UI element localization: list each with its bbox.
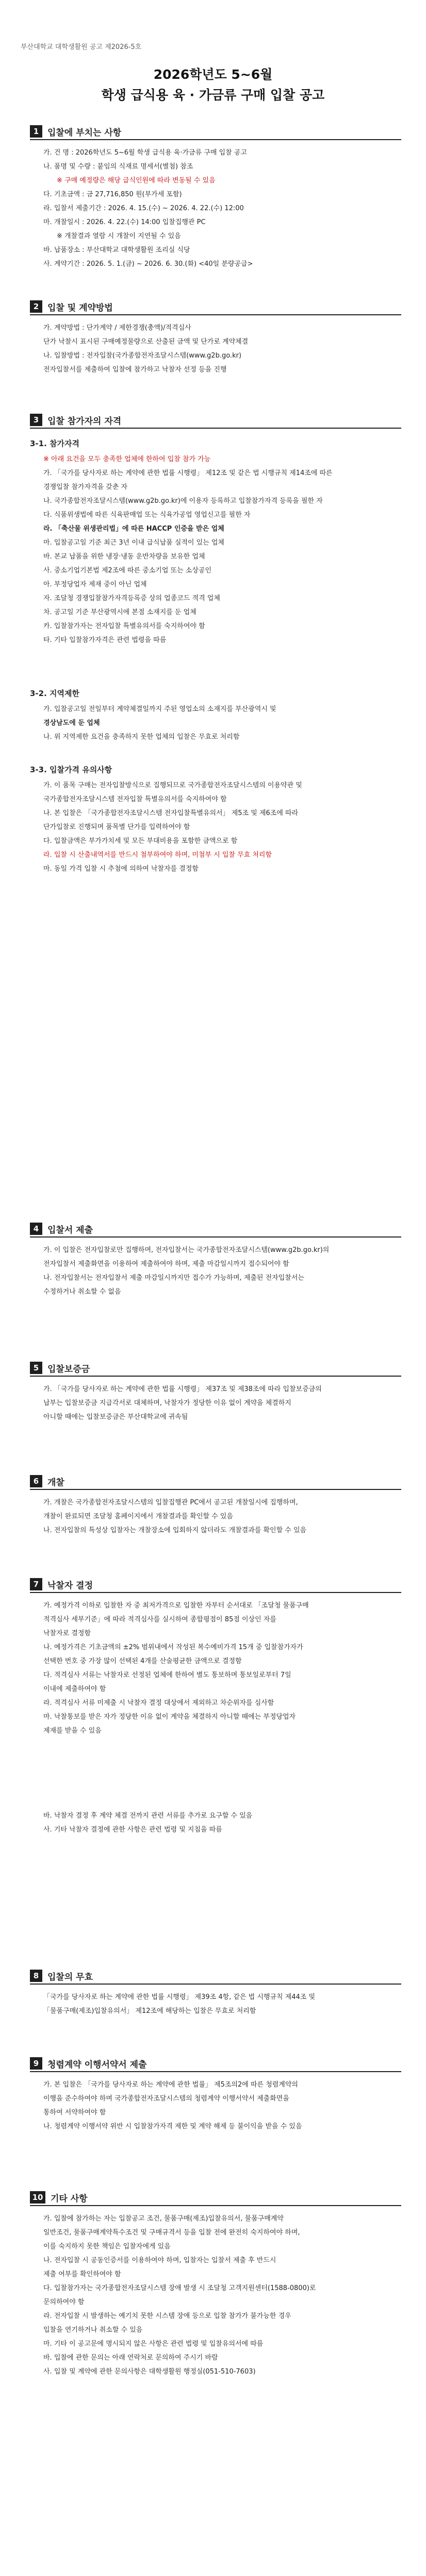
section-2 [30, 299, 401, 377]
s6-line: 나. 전자입찰의 특성상 입찰자는 개찰장소에 입회하지 않더라도 개찰결과를 확인할 수 있음 [43, 1527, 307, 1534]
section-8-heading [30, 1968, 401, 1985]
s2-line: 단가 낙찰시 표시된 구매예정물량으로 산출된 금액 및 단가로 계약체결 [43, 338, 249, 346]
s1-line: 다. 기초금액 : 금 27,716,850 원(부가세 포함) [43, 191, 182, 198]
section-10 [30, 2190, 401, 2379]
s1-line: 가. 건 명 : 2026학년도 5~6월 학생 급식용 육·가금류 구매 입찰 공고 [43, 149, 247, 157]
s3-1-line: 경쟁입찰 참가자격을 갖춘 자 [43, 483, 128, 491]
s3-3-line: 단가입찰로 진행되며 품목별 단가를 입력하여야 함 [43, 823, 190, 831]
s7-line: 적격심사 세부기준」에 따라 적격심사를 실시하여 종합평점이 85점 이상인 자를 [43, 1616, 276, 1623]
s1-line: 사. 계약기간 : 2026. 5. 1.(금) ~ 2026. 6. 30.(화) <40일 분량공급> [43, 260, 253, 268]
s3-1-line: 라. 「축산물 위생관리법」에 따른 HACCP 인증을 받은 업체 [43, 525, 224, 533]
section-4-heading [30, 1221, 401, 1238]
notice-title [0, 64, 426, 106]
section-10-heading [30, 2190, 401, 2206]
s10-line: 가. 입찰에 참가하는 자는 입찰공고 조건, 물품구매(제조)입찰유의서, 물품구매계약 [43, 2215, 284, 2223]
s10-line: 라. 전자입찰 시 발생하는 예기치 못한 시스템 장애 등으로 입찰 참가가 불가능한 경우 [43, 2312, 291, 2320]
section-1 [30, 124, 401, 272]
section-3-number: 3 [30, 414, 42, 426]
s3-3-line: 나. 본 입찰은 「국가종합전자조달시스템 전자입찰특별유의서」 제5조 및 제6조에 따라 [43, 809, 299, 817]
title-line-1: 2026학년도 5~6월 [153, 67, 273, 82]
section-3-heading [30, 412, 401, 429]
s2-line: 가. 계약방법 : 단가계약 / 제한경쟁(총액)/적격심사 [43, 324, 191, 332]
section-10-title: 기타 사항 [51, 2193, 88, 2204]
s4-line: 나. 전자입찰서는 전자입찰서 제출 마감일시까지만 접수가 가능하며, 제출된 전자입찰서는 [43, 1274, 304, 1282]
section-8 [30, 1968, 401, 2019]
s3-1-line: 가. 「국가를 당사자로 하는 계약에 관한 법률 시행령」 제12조 및 같은 법 시행규칙 제14조에 따른 [43, 469, 333, 477]
section-4 [30, 1221, 401, 1299]
section-3 [30, 412, 401, 876]
section-3-title: 입찰 참가자의 자격 [47, 416, 122, 427]
s3-2-line: 가. 입찰공고일 전일부터 계약체결일까지 주된 영업소의 소재지를 부산광역시 및 [43, 705, 276, 713]
s9-line: 가. 본 입찰은 「국가를 당사자로 하는 계약에 관한 법률」 제5조의2에 따른 청렴계약의 [43, 2081, 298, 2089]
s3-3-line: 라. 입찰 시 산출내역서를 반드시 첨부하여야 하며, 미첨부 시 입찰 무효 처리함 [43, 851, 272, 859]
section-9-heading [30, 2056, 401, 2072]
section-7-heading [30, 1577, 401, 1593]
s1-line: 마. 개찰일시 : 2026. 4. 22.(수) 14:00 입찰집행관 PC [43, 218, 206, 226]
section-8-number: 8 [30, 1970, 42, 1982]
s7-line: 바. 낙찰자 결정 후 계약 체결 전까지 관련 서류를 추가로 요구할 수 있음 [43, 1812, 253, 1820]
s7-line: 선택한 번호 중 가장 많이 선택된 4개를 산술평균한 금액으로 결정함 [43, 1657, 242, 1665]
s1-line: 바. 납품장소 : 부산대학교 대학생활원 조리실 식당 [43, 246, 190, 254]
s7-line: 제재를 받을 수 있음 [43, 1727, 102, 1735]
s5-line: 가. 「국가를 당사자로 하는 계약에 관한 법률 시행령」 제37조 및 제38조에 따라 입찰보증금의 [43, 1385, 322, 1393]
s2-line: 나. 입찰방법 : 전자입찰(국가종합전자조달시스템(www.g2b.go.kr) [43, 352, 242, 360]
section-1-heading [30, 124, 401, 140]
section-5-number: 5 [30, 1362, 42, 1374]
section-5-heading [30, 1360, 401, 1377]
section-6 [30, 1473, 401, 1538]
s10-line: 일반조건, 물품구매계약특수조건 및 구매규격서 등을 입찰 전에 완전히 숙지하여야 하며, [43, 2229, 300, 2236]
s6-line: 개찰이 완료되면 조달청 홈페이지에서 개찰결과를 확인할 수 있음 [43, 1513, 233, 1520]
s3-1-line: 사. 중소기업기본법 제2조에 따른 중소기업 또는 소상공인 [43, 567, 212, 574]
s3-2-line: 나. 위 지역제한 요건을 충족하지 못한 업체의 입찰은 무효로 처리함 [43, 733, 240, 741]
section-9 [30, 2056, 401, 2134]
s8-line: 「물품구매(제조)입찰유의서」 제12조에 해당하는 입찰은 무효로 처리함 [43, 2007, 256, 2015]
s7-line: 다. 적격심사 서류는 낙찰자로 선정된 업체에 한하여 별도 통보하며 통보일로부터 7일 [43, 1671, 291, 1679]
section-3-1-heading: 3-1. 참가자격 [30, 439, 79, 448]
s10-line: 마. 기타 이 공고문에 명시되지 않은 사항은 관련 법령 및 입찰유의서에 따름 [43, 2340, 264, 2348]
s3-3-line: 국가종합전자조달시스템 전자입찰 특별유의서를 숙지하여야 함 [43, 795, 227, 803]
s7-line: 나. 예정가격은 기초금액의 ±2% 범위내에서 작성된 복수예비가격 15개 중 입찰참가자가 [43, 1643, 303, 1651]
s3-3-line: 다. 입찰금액은 부가가치세 및 모든 부대비용을 포함한 금액으로 함 [43, 837, 238, 845]
s7-line: 사. 기타 낙찰자 결정에 관한 사항은 관련 법령 및 지침을 따름 [43, 1826, 222, 1834]
s10-line: 다. 입찰참가자는 국가종합전자조달시스템 장애 발생 시 조달청 고객지원센터(1588-0800)로 [43, 2284, 316, 2292]
s3-3-line: 가. 이 품목 구매는 전자입찰방식으로 집행되므로 국가종합전자조달시스템의 이용약관 및 [43, 782, 302, 789]
s3-1-line: 타. 기타 입찰참가자격은 관련 법령을 따름 [43, 636, 167, 644]
s9-line: 통하여 서약하여야 함 [43, 2109, 106, 2116]
s1-line: ※ 개찰결과 열람 시 개찰이 지연될 수 있음 [57, 232, 181, 240]
s7-line: 가. 예정가격 이하로 입찰한 자 중 최저가격으로 입찰한 자부터 순서대로 「조달청 물품구매 [43, 1602, 309, 1609]
s3-1-line: 아. 부정당업자 제재 중이 아닌 업체 [43, 581, 147, 588]
s4-line: 수정하거나 취소할 수 없음 [43, 1288, 121, 1296]
s3-1-line: 카. 입찰참가자는 전자입찰 특별유의서를 숙지하여야 함 [43, 622, 205, 630]
s5-line: 납부는 입찰보증금 지급각서로 대체하며, 낙찰자가 정당한 이유 없이 계약을 체결하지 [43, 1399, 291, 1407]
title-line-2: 학생 급식용 육 · 가금류 구매 입찰 공고 [101, 88, 325, 103]
section-4-title: 입찰서 제출 [47, 1225, 93, 1235]
s3-1-line: 다. 식품위생법에 따른 식육판매업 또는 식육가공업 영업신고를 필한 자 [43, 511, 251, 519]
section-10-number: 10 [30, 2191, 45, 2204]
s4-line: 전자입찰서 제출화면을 이용하여 제출하여야 하며, 제출 마감일시까지 접수되어야 함 [43, 1260, 289, 1268]
s1-line: ※ 구매 예정량은 해당 급식인원에 따라 변동될 수 있음 [57, 177, 216, 184]
s10-line: 바. 입찰에 관한 문의는 아래 연락처로 문의하여 주시기 바람 [43, 2354, 218, 2362]
s7-line: 마. 낙찰통보를 받은 자가 정당한 이유 없이 계약을 체결하지 아니할 때에는 부정당업자 [43, 1713, 296, 1721]
s9-line: 나. 청렴계약 이행서약 위반 시 입찰참가자격 제한 및 계약 해제 등 불이익을 받을 수 있음 [43, 2123, 302, 2130]
notice-number: 부산대학교 대학생활원 공고 제2026-5호 [21, 43, 142, 51]
s10-line: 나. 전자입찰 시 공동인증서를 이용하여야 하며, 입찰자는 입찰서 제출 후 반드시 [43, 2257, 276, 2264]
section-9-number: 9 [30, 2057, 42, 2070]
s3-1-line: 자. 조달청 경쟁입찰참가자격등록증 상의 업종코드 적격 업체 [43, 595, 220, 602]
section-5 [30, 1360, 401, 1425]
section-8-title: 입찰의 무효 [47, 1972, 93, 1982]
section-3-2-heading: 3-2. 지역제한 [30, 689, 79, 698]
section-5-title: 입찰보증금 [47, 1364, 90, 1375]
section-2-heading [30, 299, 401, 315]
section-2-number: 2 [30, 300, 42, 313]
section-6-number: 6 [30, 1475, 42, 1487]
section-6-title: 개찰 [47, 1477, 64, 1488]
s3-1-line: 나. 국가종합전자조달시스템(www.g2b.go.kr)에 이용자 등록하고 입찰참가자격 등록을 필한 자 [43, 497, 323, 505]
s6-line: 가. 개찰은 국가종합전자조달시스템의 입찰집행관 PC에서 공고된 개찰일시에 집행하며, [43, 1499, 298, 1506]
s5-line: 아니할 때에는 입찰보증금은 부산대학교에 귀속됨 [43, 1413, 188, 1421]
section-7-number: 7 [30, 1578, 42, 1590]
s10-line: 제출 여부를 확인하여야 함 [43, 2270, 121, 2278]
section-7 [30, 1577, 401, 1837]
s3-1-line: 마. 입찰공고일 기준 최근 3년 이내 급식납품 실적이 있는 업체 [43, 539, 224, 547]
section-3-3-heading: 3-3. 입찰가격 유의사항 [30, 765, 112, 774]
s10-line: 입찰을 연기하거나 취소할 수 있음 [43, 2326, 143, 2334]
s10-line: 사. 입찰 및 계약에 관한 문의사항은 대학생활원 행정실(051-510-7603) [43, 2368, 256, 2376]
s7-line: 라. 적격심사 서류 미제출 시 낙찰자 결정 대상에서 제외하고 차순위자를 심사함 [43, 1699, 274, 1707]
s10-line: 이를 숙지하지 못한 책임은 입찰자에게 있음 [43, 2243, 171, 2250]
s7-line: 낙찰자로 결정함 [43, 1630, 91, 1637]
s3-1-line: 차. 공고일 기준 부산광역시에 본점 소재지를 둔 업체 [43, 608, 196, 616]
s3-1-line: ※ 아래 요건을 모두 충족한 업체에 한하여 입찰 참가 가능 [43, 455, 211, 463]
s3-1-line: 바. 본교 납품을 위한 냉장·냉동 운반차량을 보유한 업체 [43, 553, 205, 561]
section-9-title: 청렴계약 이행서약서 제출 [47, 2059, 147, 2070]
s1-line: 나. 품명 및 수량 : 붙임의 식재료 명세서(별첨) 참조 [43, 163, 193, 171]
s4-line: 가. 이 입찰은 전자입찰로만 집행하며, 전자입찰서는 국가종합전자조달시스템(www.g2b.go.kr)의 [43, 1246, 330, 1254]
s1-line: 라. 입찰서 제출기간 : 2026. 4. 15.(수) ~ 2026. 4. 22.(수) 12:00 [43, 205, 244, 212]
s3-2-line: 경상남도에 둔 업체 [43, 719, 100, 727]
section-4-number: 4 [30, 1223, 42, 1235]
s8-line: 「국가를 당사자로 하는 계약에 관한 법률 시행령」 제39조 4항, 같은 법 시행규칙 제44조 및 [43, 1993, 316, 2001]
s3-3-line: 마. 동일 가격 입찰 시 추첨에 의하여 낙찰자를 결정함 [43, 865, 199, 873]
s2-line: 전자입찰서를 제출하여 입찰에 참가하고 낙찰자 선정 등을 진행 [43, 366, 227, 374]
s7-line: 이내에 제출하여야 함 [43, 1685, 106, 1693]
s9-line: 이행을 준수하여야 하며 국가종합전자조달시스템의 청렴계약 이행서약서 제출화면을 [43, 2095, 289, 2103]
section-6-heading [30, 1473, 401, 1490]
s10-line: 문의하여야 함 [43, 2298, 85, 2306]
section-1-number: 1 [30, 125, 42, 138]
section-1-title: 입찰에 부치는 사항 [47, 127, 122, 138]
section-2-title: 입찰 및 계약방법 [47, 302, 113, 313]
section-7-title: 낙찰자 결정 [47, 1580, 93, 1591]
